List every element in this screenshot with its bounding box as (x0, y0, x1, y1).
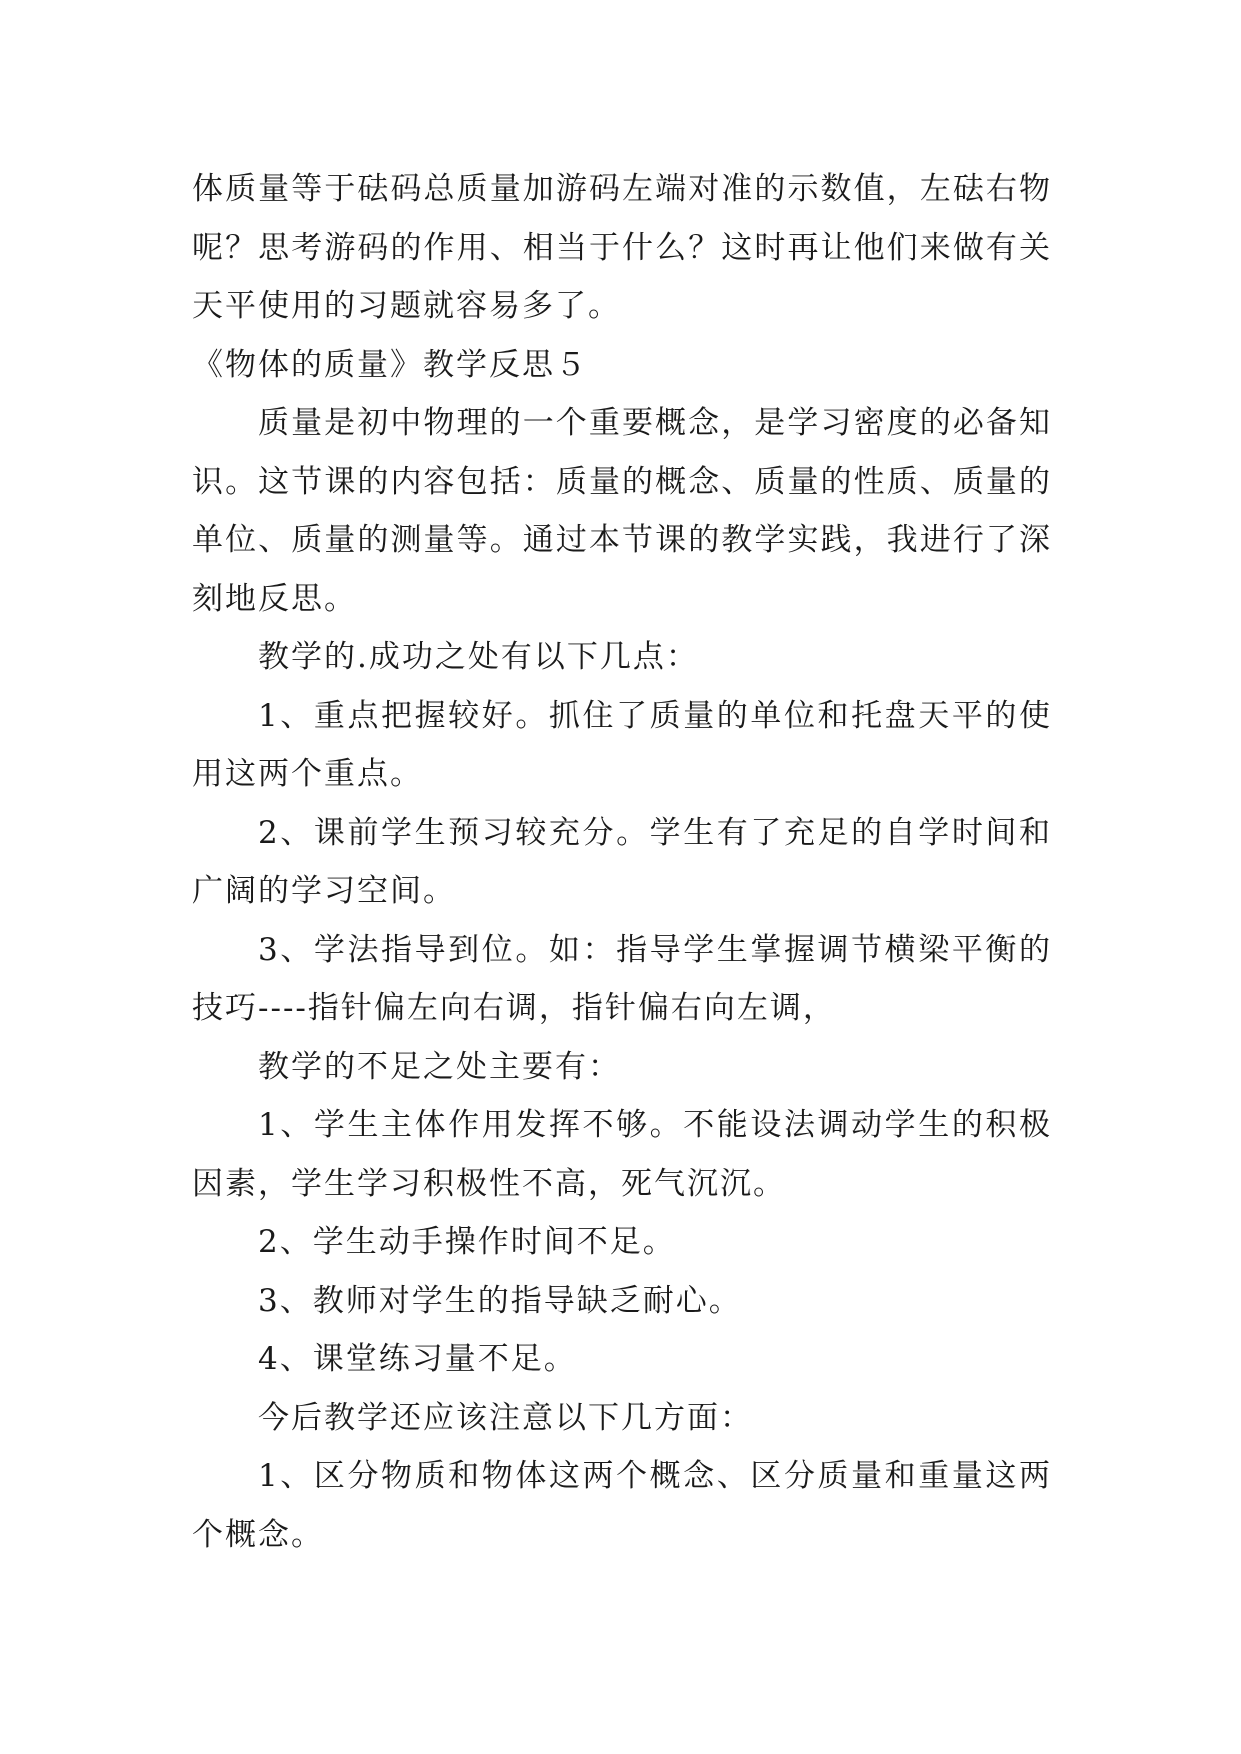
paragraph: 教学的不足之处主要有： (258, 1048, 621, 1085)
list-item: 3、学法指导到位。如：指导学生掌握调节横梁平衡的技巧----指针偏左向右调，指针偏右向左调， (192, 931, 1052, 1026)
list-item: 1、重点把握较好。抓住了质量的单位和托盘天平的使用这两个重点。 (192, 697, 1052, 792)
list-item: 1、学生主体作用发挥不够。不能设法调动学生的积极因素，学生学习积极性不高，死气沉沉。 (192, 1107, 1052, 1202)
document-body (192, 160, 1052, 1564)
list-item: 3、教师对学生的指导缺乏耐心。 (258, 1282, 742, 1319)
continued-paragraph: 体质量等于砝码总质量加游码左端对准的示数值，左砝右物呢？思考游码的作用、相当于什么？这时再让他们来做有关天平使用的习题就容易多了。 (192, 171, 1052, 324)
list-item: 2、学生动手操作时间不足。 (258, 1224, 676, 1260)
list-item: 1、区分物质和物体这两个概念、区分质量和重量这两个概念。 (192, 1458, 1052, 1553)
paragraph: 教学的.成功之处有以下几点： (258, 639, 699, 675)
list-item: 2、课前学生预习较充分。学生有了充足的自学时间和广阔的学习空间。 (192, 814, 1052, 909)
paragraph: 今后教学还应该注意以下几方面： (258, 1399, 753, 1436)
paragraph: 质量是初中物理的一个重要概念，是学习密度的必备知识。这节课的内容包括：质量的概念、质量的性质、质量的单位、质量的测量等。通过本节课的教学实践，我进行了深刻地反思。 (192, 405, 1052, 617)
list-item: 4、课堂练习量不足。 (258, 1341, 577, 1377)
section-title: 《物体的质量》教学反思５ (192, 346, 588, 383)
